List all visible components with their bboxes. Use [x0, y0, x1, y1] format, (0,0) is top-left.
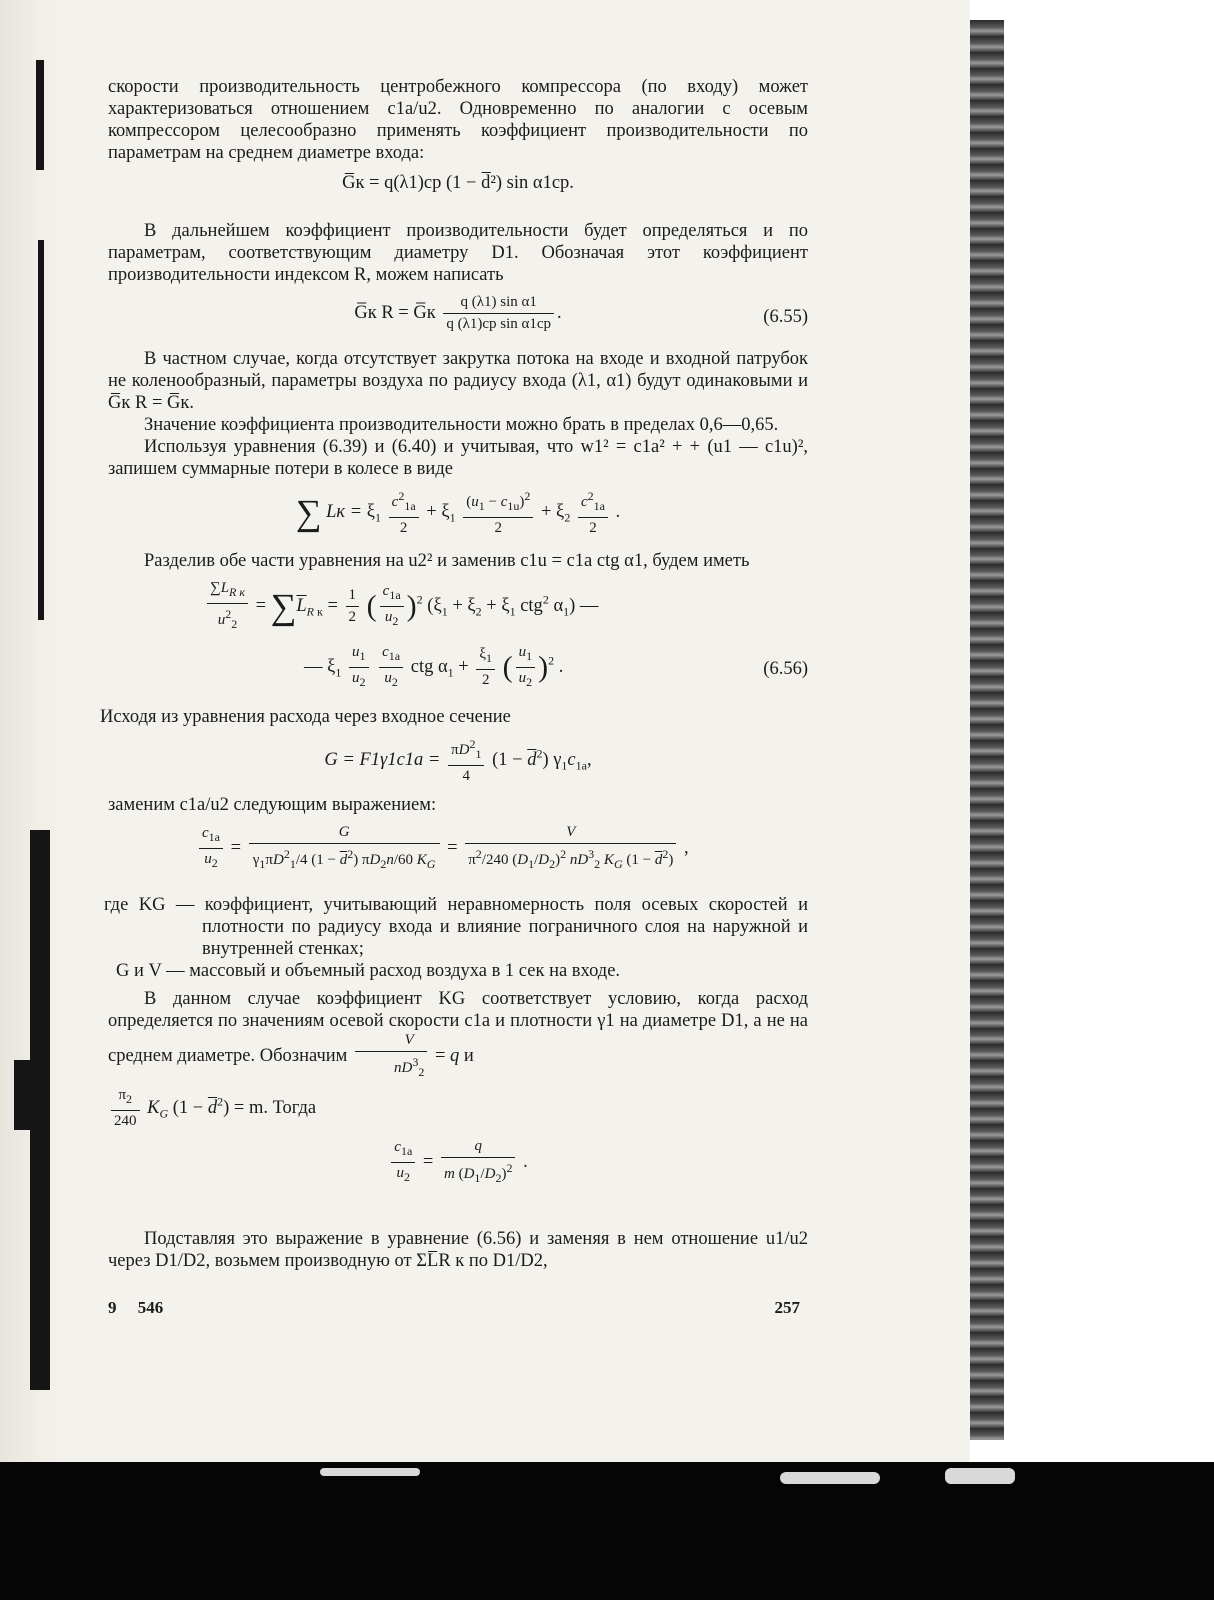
signature-mark: 9 546 [108, 1298, 164, 1317]
fraction: $\frac{u_1}{u_2}$ [516, 644, 536, 691]
scan-mark [36, 60, 44, 170]
equation-6-55: G̅к R = G̅к $\frac{\text{q (λ1) sin α1}}{\text{q (λ1)ср sin α1ср}}$ . (6.55) [354, 294, 808, 332]
paragraph-7: Исходя из уравнения расхода через входное сечение [100, 707, 511, 727]
scan-glare [780, 1472, 880, 1484]
fraction: $\frac{(u_1 - c_{1u})^2}{2}$ [463, 488, 533, 537]
fraction: $\frac{G}{\gamma_1\pi D^2_1/4 (1 - \overline{d}^2) \pi D_2n/60 K_G}$ [249, 824, 440, 873]
document-page [100, 76, 808, 1272]
equation-6-56-line1: $\frac{\sum L_{R к}}{u^2_2}$ = $\sum\overline{L}_{R к}$ = $\frac{1}{2}$ ( $\frac{c_{1a}}{u_2}$ )$^2$ ($\xi_1 + \xi_2 + \xi_1$ ctg$^2$ $\alpha_1$) — [108, 580, 808, 636]
paragraph-11: Подставляя это выражение в уравнение (6.56) и заменяя в нем отношение u1/u2 через D1/D2, возьмем производную от ΣL̅R к по D1/D2, [108, 1229, 808, 1271]
fraction: $\frac{\pi D^2_1}{4}$ [448, 736, 484, 785]
paragraph-8: заменим c1a/u2 следующим выражением: [108, 795, 437, 815]
equation-sum-lhs: Lк = [326, 501, 363, 522]
equation-6-55-lhs: G̅к R = G̅к [354, 302, 436, 323]
fraction: $\frac{\xi_1}{2}$ [476, 646, 495, 689]
scan-strip [970, 20, 1004, 1440]
scan-mark [14, 1060, 38, 1130]
equation-6-55-numerator: q (λ1) sin α1 [443, 294, 554, 314]
paragraph-1: скорости производительность центробежного компрессора (по входу) может характеризоваться отношением c1a/u2. Одновременно по аналогии с осевым компрессором целесообразно применять коэффициент производительности по параметрам на среднем диаметре входа: [108, 77, 808, 163]
fraction: $\frac{c^2_{1a}}{2}$ [389, 488, 419, 537]
scan-left-margin [0, 0, 70, 1600]
paragraph-9-text: В данном случае коэффициент KG соответствует условию, когда расход определяется по значениям осевой скорости c1a и плотности γ1 на диаметре D1, а не на среднем диаметре. Обозначим [108, 989, 808, 1066]
scan-mark [38, 240, 44, 620]
paragraph-9: В данном случае коэффициент KG соответствует условию, когда расход определяется по значениям осевой скорости c1a и плотности γ1 на диаметре D1, а не на среднем диаметре. Обозначим $\frac{V}{nD^3_2}$ = q и [108, 989, 808, 1079]
equation-mass-flow-lhs: G = F1γ1c1a = [324, 749, 441, 770]
fraction: $\frac{\pi_2}{240}$ [111, 1087, 140, 1130]
paragraph-2: В дальнейшем коэффициент производительности будет определяться и по параметрам, соответствующим диаметру D1. Обозначая этот коэффициент производительности индексом R, можем написать [108, 221, 808, 285]
page-number: 257 [774, 1298, 800, 1317]
equation-final: $\frac{c_{1a}}{u_2}$ = $\frac{q}{m (D_1/D_2)^2}$ . [108, 1138, 808, 1210]
fraction: $\frac{\sum L_{R к}}{u^2_2}$ [207, 580, 248, 633]
paragraph-4: Значение коэффициента производительности можно брать в пределах 0,6—0,65. [144, 415, 779, 435]
equation-gk-text: G̅к = q(λ1)ср (1 − d̅²) sin α1ср. [342, 173, 574, 193]
equation-gk [108, 172, 808, 212]
symbol-G: G [338, 824, 350, 840]
paragraph-6: Разделив обе части уравнения на u2² и заменив c1u = c1a ctg α1, будем иметь [144, 551, 750, 571]
paragraph-5: Используя уравнения (6.39) и (6.40) и учитывая, что w1² = c1a² + + (u1 — c1u)², запишем суммарные потери в колесе в виде [108, 437, 808, 479]
fraction: $\frac{1}{2}$ [346, 587, 360, 626]
symbol-V: V [566, 824, 576, 840]
scan-glare [945, 1468, 1015, 1484]
where-clause-kg: где KG — коэффициент, учитывающий неравномерность поля осевых скоростей и плотности по радиусу входа и влияние пограничного слоя на наружной и внутренней стенках; [104, 895, 808, 959]
fraction: $\frac{u_1}{u_2}$ [349, 644, 369, 691]
equation-sum-losses: ∑ Lк = $\xi_1$ $\frac{c^2_{1a}}{2}$ + $\xi_1$ $\frac{(u_1 - c_{1u})^2}{2}$ + $\xi_2$ $\frac{c^2_{1a}}{2}$ . [295, 489, 621, 536]
scan-bottom-shadow [0, 1462, 1214, 1600]
fraction: $\frac{V}{\pi^2/240 (D_1/D_2)^2 nD^3_2 K_G (1 - \overline{d}^2)}$ [465, 824, 676, 873]
equation-6-55-fraction [443, 294, 554, 333]
fraction: $\frac{q}{m (D_1/D_2)^2}$ [441, 1138, 515, 1187]
equation-mass-flow: G = F1γ1c1a = $\frac{\pi D^2_1}{4}$ $(1 - \overline{d}^2)$ $\gamma_1c_{1a}$, [324, 737, 592, 784]
fraction: $\frac{c_{1a}}{u_2}$ [379, 644, 403, 691]
scan-glare [320, 1468, 420, 1476]
paragraph-9-and: и [463, 1045, 474, 1066]
equation-6-56-line2: — $\xi_1$ $\frac{u_1}{u_2}$ $\frac{c_{1a}}{u_2}$ ctg $\alpha_1$ + $\frac{\xi_1}{2}$ ( $\frac{u_1}{u_2}$ )$^2$ . (6.56) [304, 644, 808, 689]
where-clause-gv: G и V — массовый и объемный расход воздуха в 1 сек на входе. [116, 961, 621, 981]
equation-6-55-denominator: q (λ1)ср sin α1ср [446, 316, 552, 332]
paragraph-10-text: = m. Тогда [233, 1097, 317, 1118]
fraction: $\frac{c_{1a}}{u_2}$ [391, 1139, 415, 1186]
sum-symbol: ∑ [295, 492, 322, 533]
equation-number-6-55: (6.55) [763, 307, 808, 327]
scan-right-margin [970, 0, 1214, 1600]
paragraph-10: $\frac{\pi_2}{240}$ $K_G$ $(1 - \overline{d}^2) = m$. Тогда [108, 1087, 808, 1130]
equation-number-6-56: (6.56) [763, 659, 808, 679]
paragraph-3: В частном случае, когда отсутствует закрутка потока на входе и входной патрубок не коленообразный, параметры воздуха по радиусу входа (λ1, α1) будут одинаковыми и G̅к R = G̅к. [108, 349, 808, 413]
fraction: $\frac{c_{1a}}{u_2}$ [380, 583, 404, 630]
fraction: $\frac{V}{nD^3_2}$ [355, 1032, 427, 1081]
fraction: $\frac{c^2_{1a}}{2}$ [578, 488, 608, 537]
fraction: $\frac{c_{1a}}{u_2}$ [199, 825, 223, 872]
page-footer [108, 1298, 800, 1318]
equation-c1a-u2: $\frac{c_{1a}}{u_2}$ = $\frac{G}{\gamma_1\pi D^2_1/4 (1 - \overline{d}^2) \pi D_2n/60 K_G}$ = $\frac{V}{\pi^2/240 (D_1/D_2)^2 nD^3_2 K_G (1 - \overline{d}^2)}$ , [108, 824, 808, 886]
